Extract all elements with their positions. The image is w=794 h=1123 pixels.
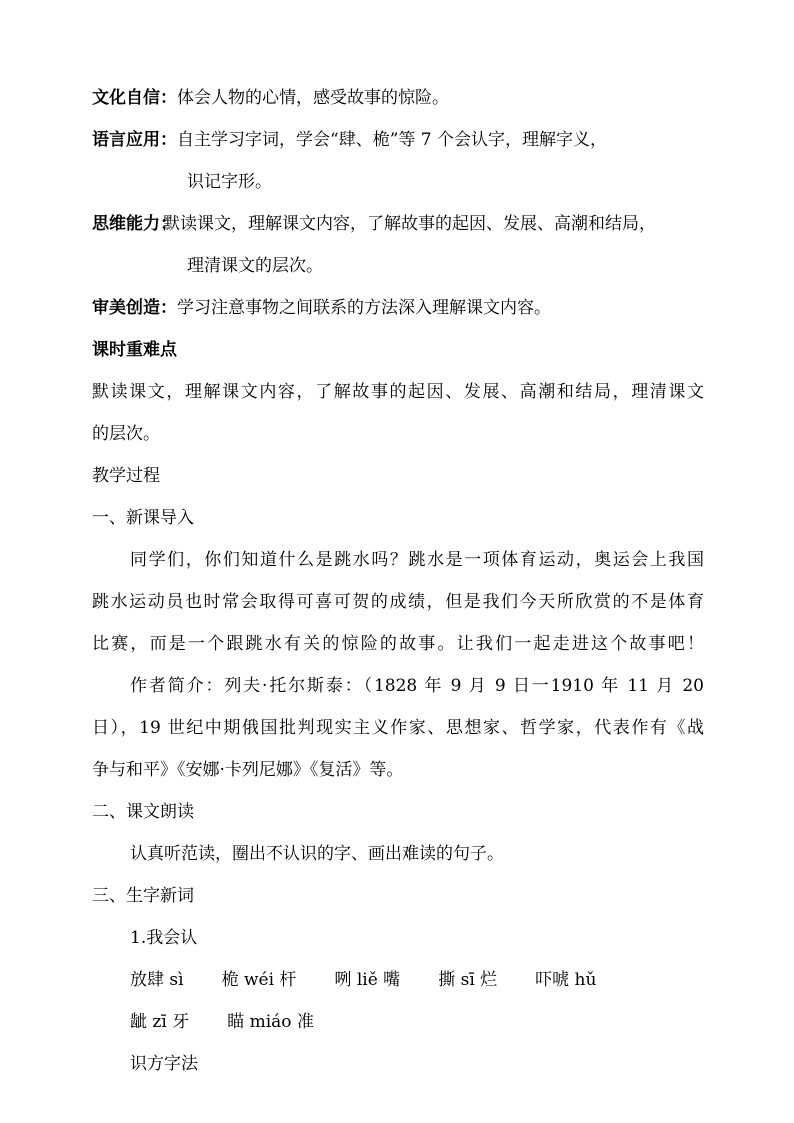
goal-text: 自主学习字词，学会“肆、桅”等 7 个会认字，理解字义， xyxy=(177,130,608,150)
section-title: 二、课文朗读 xyxy=(92,802,194,822)
word-item: 咧 liě 嘴 xyxy=(334,970,401,990)
word-item: 放肆 sì xyxy=(130,970,184,990)
word-list-row xyxy=(130,968,634,992)
reading-instruction: 认真听范读，圈出不认识的字、画出难读的句子。 xyxy=(130,844,504,864)
word-item: 桅 wéi 杆 xyxy=(221,970,297,990)
goal-cultural xyxy=(92,86,449,110)
process-heading: 教学过程 xyxy=(92,466,160,486)
author-paragraph-line: 日），19 世纪中期俄国批判现实主义作家、思想家、哲学家，代表作有《战 xyxy=(92,718,704,738)
word-item: 瞄 miáo 准 xyxy=(227,1012,314,1032)
goal-thinking-cont: 理清课文的层次。 xyxy=(187,256,323,276)
goal-language xyxy=(92,128,607,152)
section-title: 一、新课导入 xyxy=(92,508,194,528)
goal-thinking xyxy=(92,212,656,236)
method-label: 识方字法 xyxy=(130,1054,198,1074)
goal-text: 学习注意事物之间联系的方法深入理解课文内容。 xyxy=(177,298,551,318)
goal-text: 体会人物的心情，感受故事的惊险。 xyxy=(177,88,449,108)
goal-text: 默读课文，理解课文内容，了解故事的起因、发展、高潮和结局， xyxy=(163,214,656,234)
goal-label: 文化自信： xyxy=(92,88,177,108)
author-paragraph-line: 争与和平》《安娜·卡列尼娜》《复活》等。 xyxy=(92,760,404,780)
goal-label: 思维能力： xyxy=(92,214,177,234)
key-points-line: 的层次。 xyxy=(92,424,160,444)
intro-paragraph-line: 跳水运动员也时常会取得可喜可贺的成绩，但是我们今天所欣赏的不是体育 xyxy=(92,592,704,612)
word-item: 龇 zī 牙 xyxy=(130,1012,190,1032)
goal-label: 语言应用： xyxy=(92,130,177,150)
goal-label: 审美创造： xyxy=(92,298,177,318)
word-list-row xyxy=(130,1010,352,1034)
key-points-heading: 课时重难点 xyxy=(92,340,177,360)
goal-language-cont: 识记字形。 xyxy=(187,172,272,192)
subsection-title: 1.我会认 xyxy=(130,928,198,948)
word-item: 吓唬 hǔ xyxy=(535,970,597,990)
key-points-line: 默读课文，理解课文内容，了解故事的起因、发展、高潮和结局，理清课文 xyxy=(92,382,704,402)
word-item: 撕 sī 烂 xyxy=(438,970,498,990)
intro-paragraph-line: 同学们，你们知道什么是跳水吗？跳水是一项体育运动，奥运会上我国 xyxy=(130,550,704,570)
intro-paragraph-line: 比赛，而是一个跟跳水有关的惊险的故事。让我们一起走进这个故事吧！ xyxy=(92,634,704,654)
goal-aesthetic xyxy=(92,296,551,320)
section-title: 三、生字新词 xyxy=(92,886,194,906)
author-paragraph-line: 作者简介：列夫·托尔斯泰：（1828 年 9 月 9 日一1910 年 11 月 20 xyxy=(130,676,704,696)
